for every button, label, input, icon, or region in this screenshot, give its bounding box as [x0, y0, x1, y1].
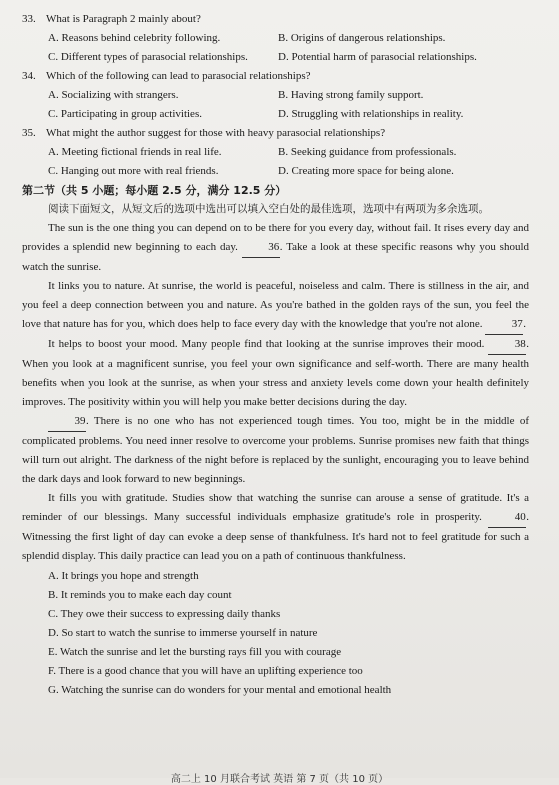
question-33-options-row-1 — [22, 29, 529, 48]
blank-36: 36 — [242, 238, 280, 258]
answer-choices — [22, 567, 529, 700]
question-number: 33. — [22, 13, 36, 25]
choice-g: G. Watching the sunrise can do wonders for your mental and emotional health — [48, 684, 392, 696]
option-c: C. Participating in group activities. — [48, 108, 202, 120]
passage-paragraph-5 — [22, 489, 529, 566]
question-text: Which of the following can lead to parasocial relationships? — [46, 70, 311, 82]
option-a: A. Meeting fictional friends in real life. — [48, 146, 222, 158]
paragraph-text: . Take a look at these specific reasons why you should watch the sunrise. — [22, 241, 530, 273]
question-text: What is Paragraph 2 mainly about? — [46, 13, 201, 25]
option-b: B. Having strong family support. — [278, 89, 424, 101]
choice-a: A. It brings you hope and strength — [48, 570, 199, 582]
section-title: 第二节（共 5 小题；每小题 2.5 分，满分 12.5 分） — [22, 184, 287, 197]
option-d: D. Struggling with relationships in reality. — [278, 108, 464, 120]
choice-c: C. They owe their success to expressing daily thanks — [48, 608, 281, 620]
question-35-options-row-2 — [22, 162, 529, 181]
blank-37: 37 — [485, 315, 523, 335]
option-a: A. Reasons behind celebrity following. — [48, 32, 221, 44]
choice-d: D. So start to watch the sunrise to immerse yourself in nature — [48, 627, 318, 639]
choice-f: F. There is a good chance that you will have an uplifting experience too — [48, 665, 363, 677]
choice-b: B. It reminds you to make each day count — [48, 589, 232, 601]
paragraph-text: . When you look at a magnificent sunrise, you feel your own significance and self-worth. There are many health benefits when you look at the sunrise, as when your stress and anxiety levels come down your health definitely improves. The positivity within you will help you make better decisions during the day. — [22, 338, 530, 408]
paragraph-text: It helps to boost your mood. Many people find that looking at the sunrise improves their mood. — [48, 338, 485, 350]
question-33-options-row-2 — [22, 48, 529, 67]
passage-paragraph-1 — [22, 219, 529, 277]
question-number: 35. — [22, 127, 36, 139]
question-34-options-row-1 — [22, 86, 529, 105]
blank-40: 40 — [488, 508, 526, 528]
question-number: 34. — [22, 70, 36, 82]
page-footer — [0, 756, 559, 785]
option-a: A. Socializing with strangers. — [48, 89, 179, 101]
paragraph-text: . — [523, 318, 526, 330]
question-33 — [22, 10, 529, 29]
blank-39: 39 — [48, 412, 86, 432]
paragraph-text: It fills you with gratitude. Studies show that watching the sunrise can arouse a sense of gratitude. It's a reminder of our blessings. Many successful individuals emphasize gratitude's role in prosperity. — [22, 492, 529, 523]
blank-38: 38 — [488, 335, 526, 355]
option-c: C. Different types of parasocial relationships. — [48, 51, 248, 63]
question-text: What might the author suggest for those with heavy parasocial relationships? — [46, 127, 386, 139]
paragraph-text: . Witnessing the first light of day can evoke a deep sense of thankfulness. It's hard not to feel gratitude for such a splendid display. This daily practice can lead you on a path of continuous thankfulness. — [22, 511, 530, 562]
question-34-options-row-2 — [22, 105, 529, 124]
question-35 — [22, 124, 529, 143]
passage-paragraph-2 — [22, 277, 529, 335]
paragraph-text: The sun is the one thing you can depend on to be there for you every day, without fail. It rises every day and provides a splendid new beginning to each day. — [22, 222, 529, 253]
option-d: D. Potential harm of parasocial relationships. — [278, 51, 477, 63]
option-d: D. Creating more space for being alone. — [278, 165, 454, 177]
choice-e: E. Watch the sunrise and let the bursting rays fill you with courage — [48, 646, 342, 658]
option-c: C. Hanging out more with real friends. — [48, 165, 219, 177]
footer-text: 高二上 10 月联合考试 英语 第 7 页（共 10 页） — [170, 774, 389, 785]
question-35-options-row-1 — [22, 143, 529, 162]
option-b: B. Seeking guidance from professionals. — [278, 146, 457, 158]
section-instructions: 阅读下面短文，从短文后的选项中选出可以填入空白处的最佳选项，选项中有两项为多余选项。 — [48, 203, 489, 215]
paragraph-text: It links you to nature. At sunrise, the world is peaceful, noiseless and calm. There is stillness in the air, and you feel a deep connection between you and nature. As you're bathed in the golden rays of the sun, you feel the love that nature has for you, which does help to face every day with the knowledge that you're not alone. — [22, 280, 529, 330]
option-b: B. Origins of dangerous relationships. — [278, 32, 446, 44]
passage-paragraph-4 — [22, 412, 529, 489]
passage-paragraph-3 — [22, 335, 529, 412]
question-34 — [22, 67, 529, 86]
paragraph-text: . There is no one who has not experienced tough times. You too, might be in the middle of complicated problems. You need inner resolve to overcome your problems. Sunrise promises new faith that things will turn out alright. The darkness of the night before is replaced by the sunlight, encouraging you to leave behind the dark days and look forward to new beginnings. — [22, 415, 529, 485]
